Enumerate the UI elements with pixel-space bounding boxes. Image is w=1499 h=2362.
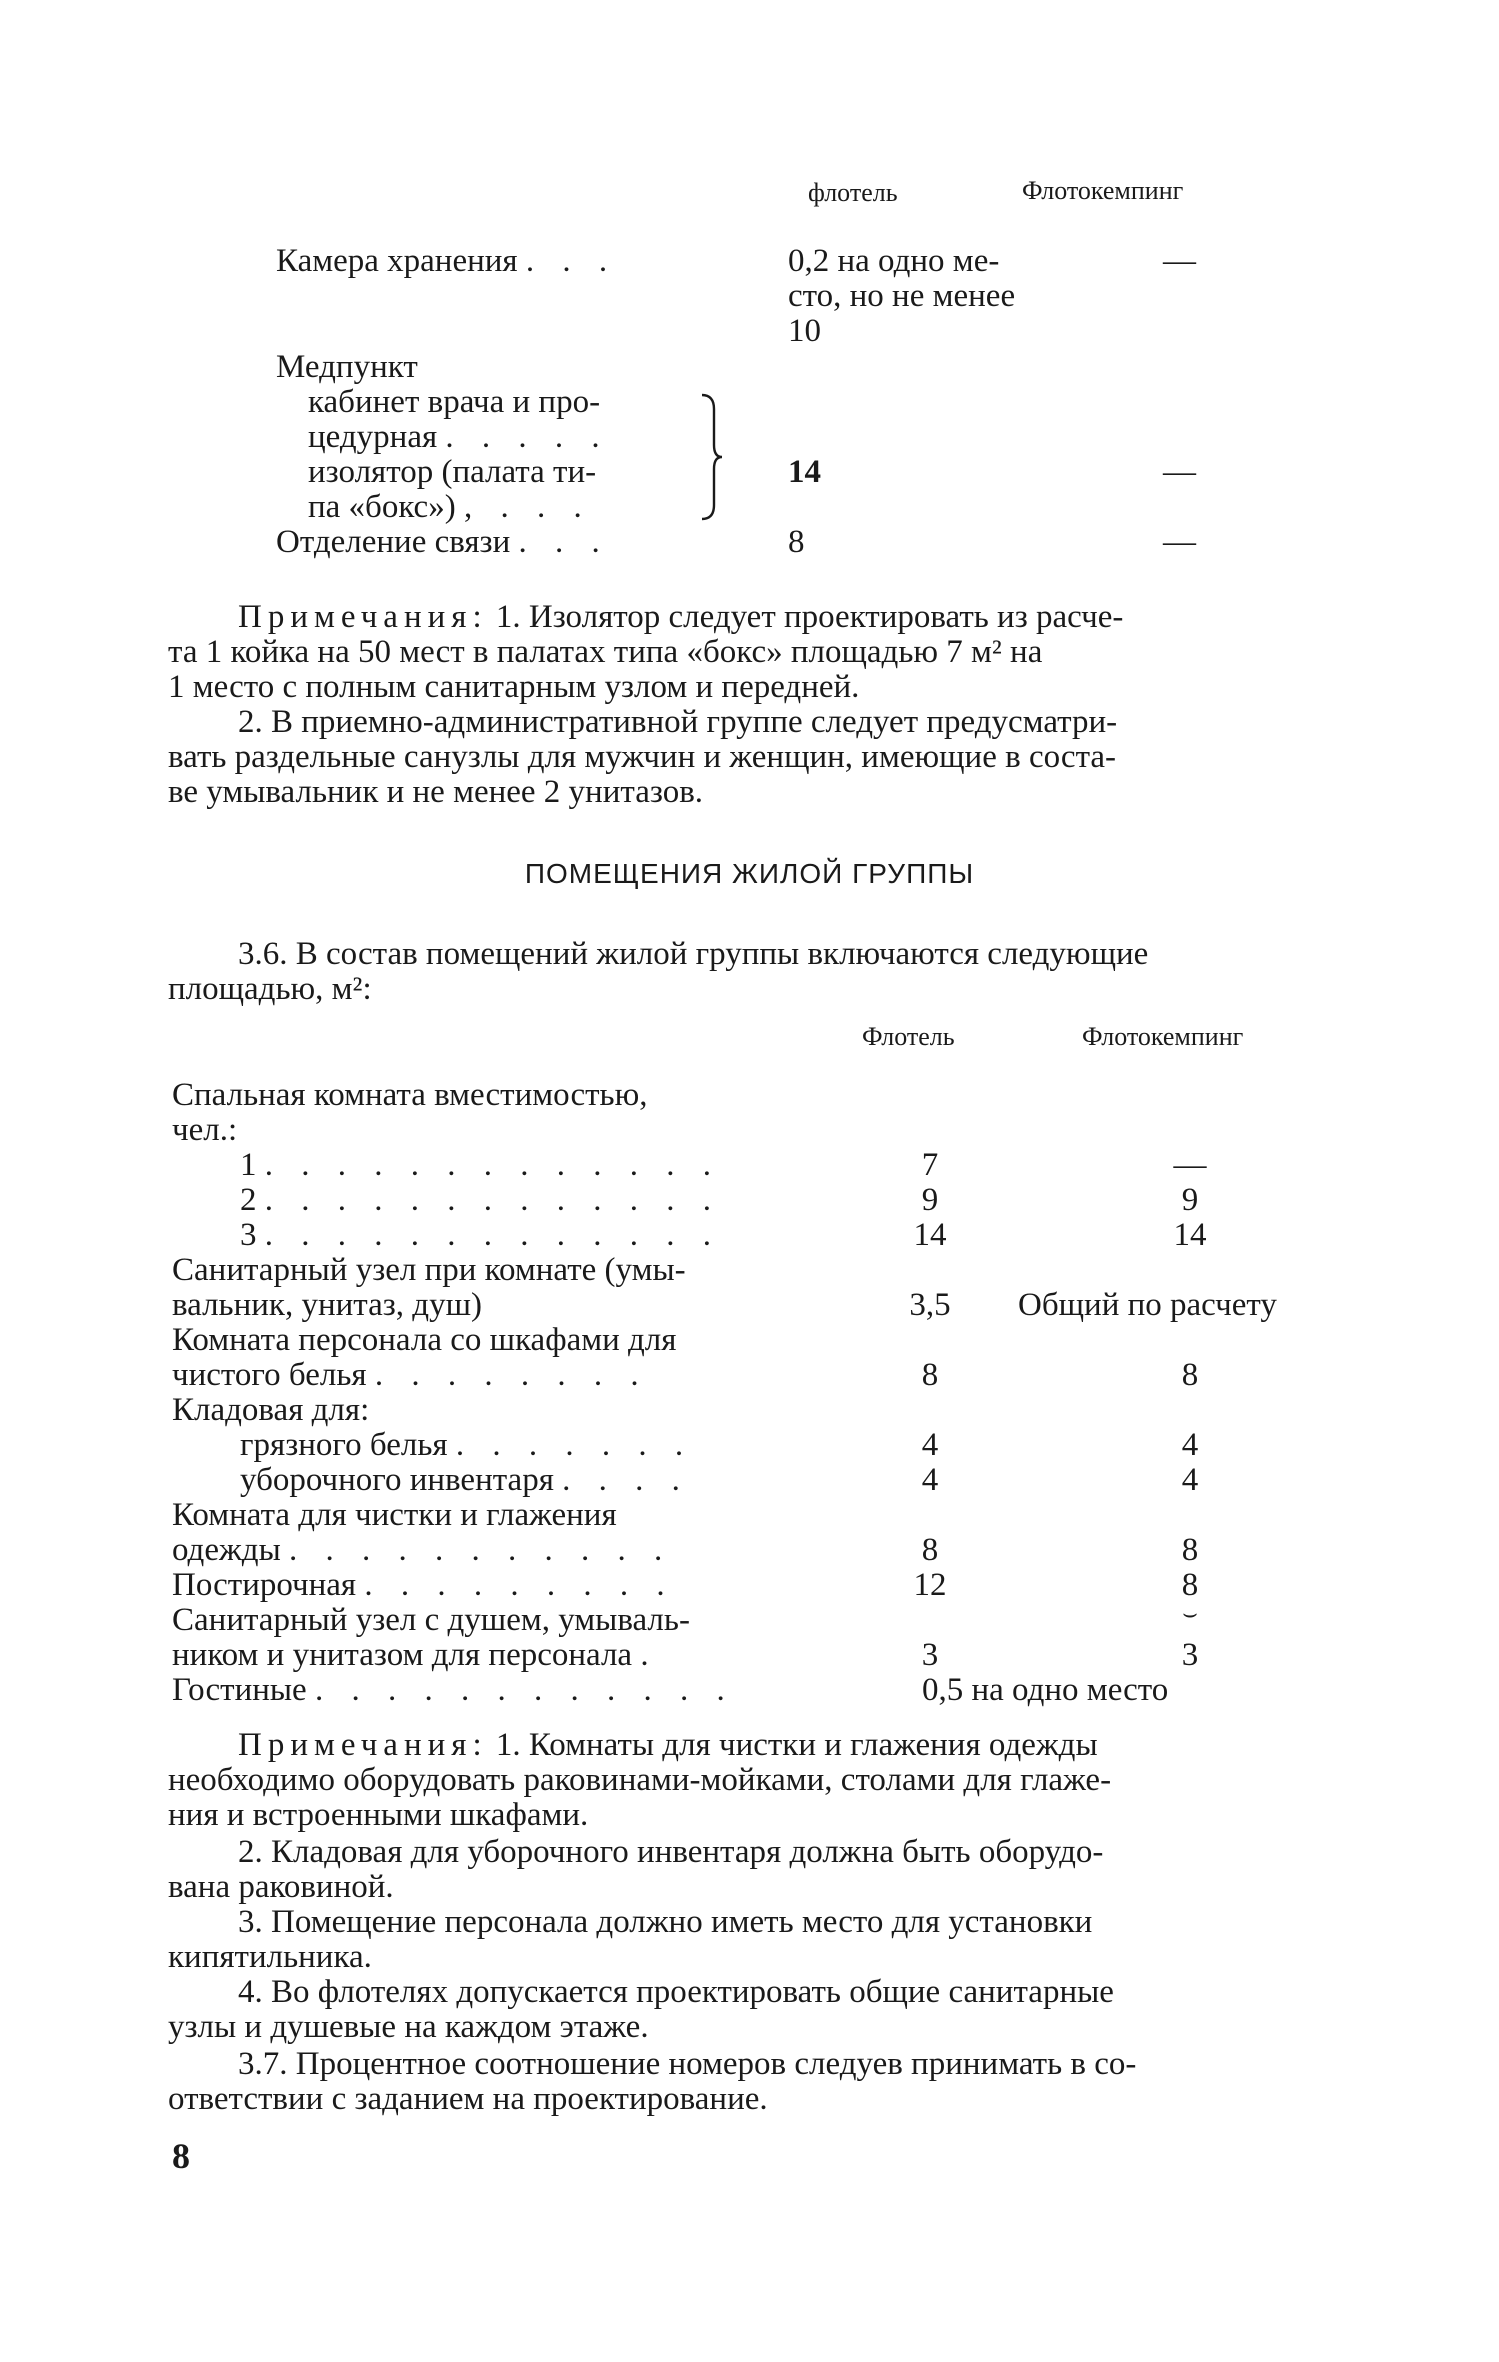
notes2-line7: кипятильника. — [168, 1939, 372, 1975]
room-sanitary-camping: Общий по расчету — [1018, 1287, 1277, 1323]
para-3-6-line2: площадью, м²: — [168, 971, 372, 1007]
medpunkt-label: Медпункт — [276, 349, 418, 385]
para-3-6-line1: 3.6. В состав помещений жилой группы включаются следующие — [238, 936, 1149, 972]
room-sanitary-label-line2: вальник, унитаз, душ) — [172, 1287, 482, 1323]
post-value-camping: — — [1163, 524, 1196, 560]
medpunkt-value-camping: — — [1163, 454, 1196, 490]
notes2-line5: вана раковиной. — [168, 1869, 394, 1905]
lounge-label: Гостиные . . . . . . . . . . . . — [172, 1672, 735, 1708]
staff-sanitary-label-line2: ником и унитазом для персонала . — [172, 1637, 659, 1673]
staff-sanitary-label-line1: Санитарный узел с душем, умываль- — [172, 1602, 690, 1638]
post-value-flotel: 8 — [788, 524, 805, 560]
isolator-label-line1: изолятор (палата ти- — [308, 454, 597, 490]
section-title: ПОМЕЩЕНИЯ ЖИЛОЙ ГРУППЫ — [524, 858, 975, 889]
ironing-room-camping: 8 — [1181, 1532, 1199, 1568]
staff-room-label-line2: чистого белья . . . . . . . . — [172, 1357, 649, 1393]
para-3-7-line2: ответствии с заданием на проектирование. — [168, 2081, 768, 2117]
cleaning-inventory-flotel: 4 — [921, 1462, 939, 1498]
medpunkt-value-flotel: 14 — [788, 454, 821, 490]
table1-header-flotel: флотель — [808, 178, 898, 207]
notes1-line4: 2. В приемно-административной группе следует предусматри- — [238, 704, 1118, 740]
table2-header-flotel: Флотель — [862, 1022, 955, 1051]
table1-header-flotocamping: Флотокемпинг — [1022, 176, 1184, 205]
notes2-line9: узлы и душевые на каждом этаже. — [168, 2009, 649, 2045]
room-sanitary-flotel: 3,5 — [909, 1287, 951, 1323]
notes2 — [168, 1728, 1343, 2045]
notes1 — [168, 600, 1343, 810]
bedroom-3-camping: 14 — [1173, 1217, 1207, 1253]
laundry-label: Постирочная . . . . . . . . . — [172, 1567, 675, 1603]
notes1-line3: 1 место с полным санитарным узлом и передней. — [168, 669, 860, 705]
pantry-label: Кладовая для: — [172, 1392, 370, 1428]
staff-sanitary-flotel: 3 — [921, 1637, 939, 1673]
staff-room-label-line1: Комната персонала со шкафами для — [172, 1322, 677, 1358]
table2-header-flotocamping: Флотокемпинг — [1082, 1022, 1244, 1051]
storage-label: Камера хранения . . . — [276, 243, 618, 279]
staff-room-flotel: 8 — [921, 1357, 939, 1393]
dirty-linen-flotel: 4 — [921, 1427, 939, 1463]
notes1-line2: та 1 койка на 50 мест в палатах типа «бокс» площадью 7 м² на — [168, 634, 1043, 670]
laundry-camping: 8 — [1181, 1567, 1199, 1603]
storage-value-line1: 0,2 на одно ме- — [788, 243, 1000, 279]
notes2-line1: Примечания: 1. Комнаты для чистки и глажения одежды — [238, 1727, 1098, 1763]
notes1-line6: ве умывальник и не менее 2 унитазов. — [168, 774, 704, 810]
staff-sanitary-mark: ⌣ — [1182, 1601, 1198, 1627]
curly-brace-icon — [700, 393, 722, 521]
notes2-line6: 3. Помещение персонала должно иметь место для установки — [238, 1904, 1093, 1940]
post-label: Отделение связи . . . — [276, 524, 610, 560]
ironing-room-label-line2: одежды . . . . . . . . . . . — [172, 1532, 673, 1568]
staff-room-camping: 8 — [1181, 1357, 1199, 1393]
storage-value-line3: 10 — [788, 313, 821, 349]
storage-value-line2: сто, но не менее — [788, 278, 1016, 314]
notes2-line4: 2. Кладовая для уборочного инвентаря должна быть оборудо- — [238, 1834, 1104, 1870]
bedroom-label-line2: чел.: — [172, 1112, 238, 1148]
para-3-6 — [168, 937, 1343, 1007]
isolator-label-line2: па «бокс») , . . . — [308, 489, 592, 525]
notes1-line1: Примечания: 1. Изолятор следует проектировать из расче- — [238, 599, 1124, 635]
notes2-line3: ния и встроенными шкафами. — [168, 1797, 589, 1833]
notes1-line5: вать раздельные санузлы для мужчин и женщин, имеющие в соста- — [168, 739, 1117, 775]
cleaning-inventory-camping: 4 — [1181, 1462, 1199, 1498]
bedroom-3-flotel: 14 — [913, 1217, 947, 1253]
bedroom-3-label: 3 . . . . . . . . . . . . . — [240, 1217, 721, 1253]
staff-sanitary-camping: 3 — [1181, 1637, 1199, 1673]
notes2-line2: необходимо оборудовать раковинами-мойками, столами для глаже- — [168, 1762, 1112, 1798]
room-sanitary-label-line1: Санитарный узел при комнате (умы- — [172, 1252, 686, 1288]
doctor-label-line1: кабинет врача и про- — [308, 384, 601, 420]
bedroom-label-line1: Спальная комната вместимостью, — [172, 1077, 648, 1113]
para-3-7 — [168, 2047, 1343, 2117]
dirty-linen-label: грязного белья . . . . . . . — [240, 1427, 694, 1463]
bedroom-1-camping: — — [1173, 1147, 1207, 1183]
bedroom-2-flotel: 9 — [921, 1182, 939, 1218]
page-number: 8 — [172, 2136, 190, 2176]
laundry-flotel: 12 — [913, 1567, 947, 1603]
bedroom-2-camping: 9 — [1181, 1182, 1199, 1218]
bedroom-2-label: 2 . . . . . . . . . . . . . — [240, 1182, 721, 1218]
bedroom-1-label: 1 . . . . . . . . . . . . . — [240, 1147, 721, 1183]
ironing-room-flotel: 8 — [921, 1532, 939, 1568]
lounge-value: 0,5 на одно место — [922, 1672, 1169, 1708]
ironing-room-label-line1: Комната для чистки и глажения — [172, 1497, 617, 1533]
notes2-line8: 4. Во флотелях допускается проектировать общие санитарные — [238, 1974, 1114, 2010]
cleaning-inventory-label: уборочного инвентаря . . . . — [240, 1462, 690, 1498]
para-3-7-line1: 3.7. Процентное соотношение номеров следуев принимать в со- — [238, 2046, 1137, 2082]
doctor-label-line2: цедурная . . . . . — [308, 419, 610, 455]
storage-value-camping: — — [1163, 243, 1196, 279]
dirty-linen-camping: 4 — [1181, 1427, 1199, 1463]
bedroom-1-flotel: 7 — [921, 1147, 939, 1183]
